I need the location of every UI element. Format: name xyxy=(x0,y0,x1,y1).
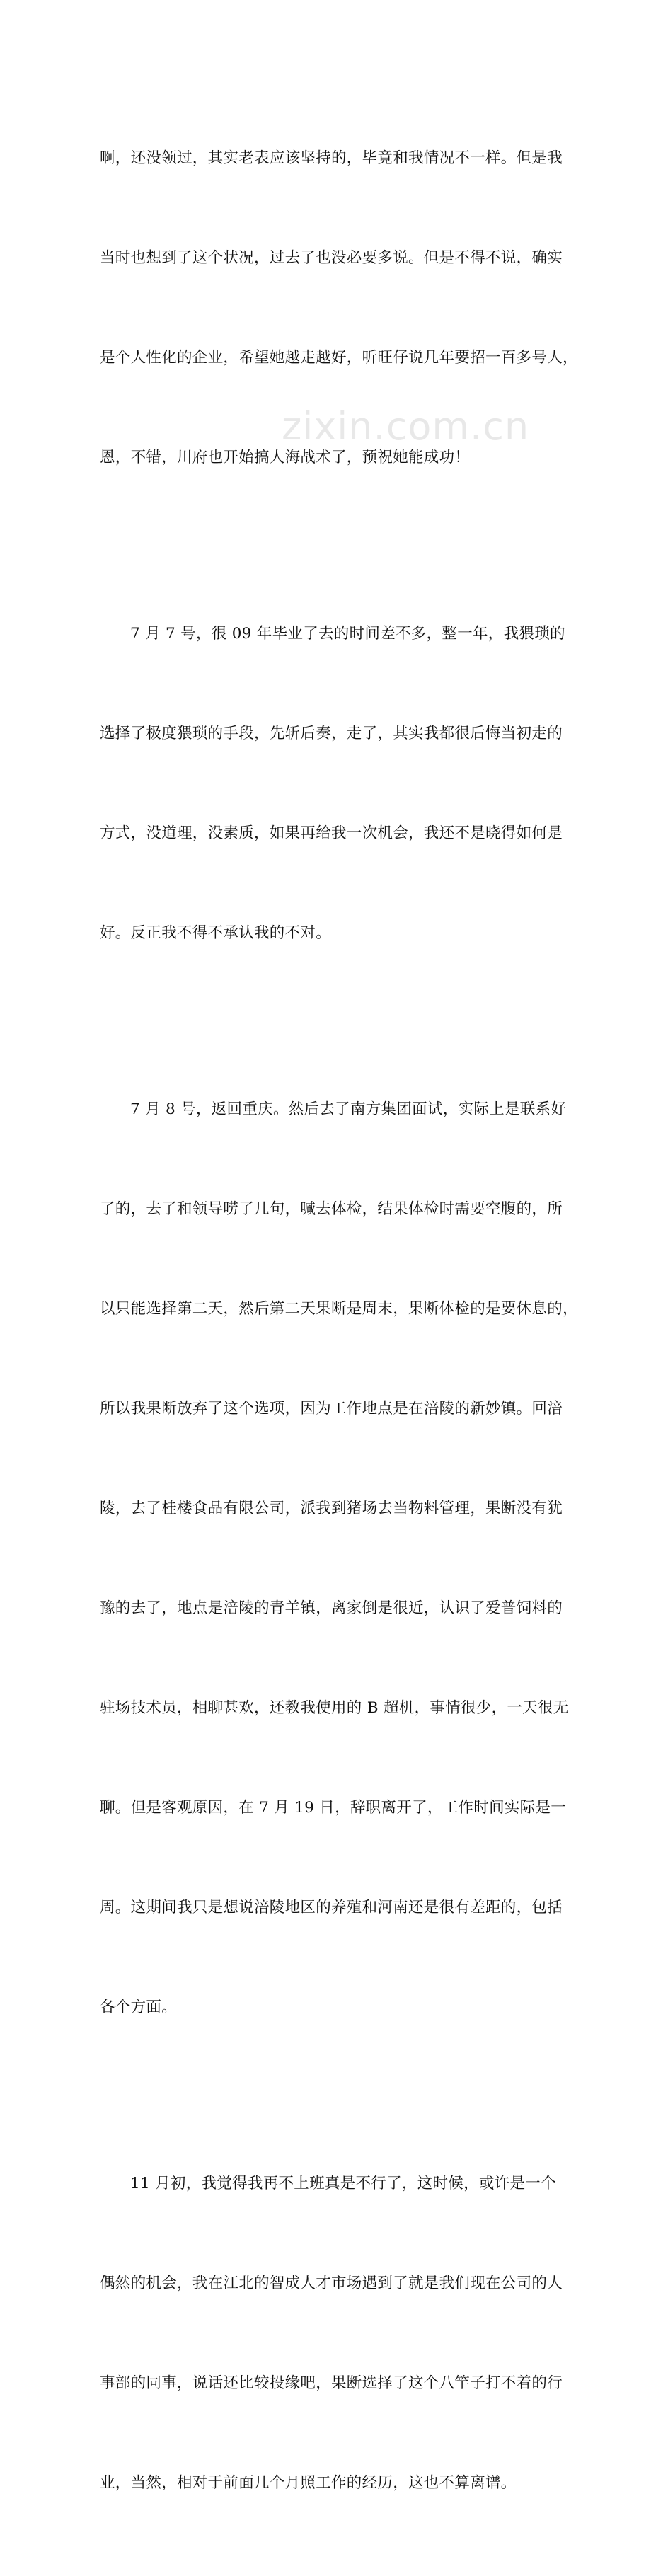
paragraph xyxy=(100,1026,578,2091)
text-line: 恩，不错，川府也开始搞人海战术了，预祝她能成功！ xyxy=(100,449,471,466)
paragraph xyxy=(100,75,578,541)
text-line: 当时也想到了这个状况，过去了也没必要多说。但是不得不说，确实 xyxy=(100,249,563,267)
watermark: zixin.com.cn xyxy=(282,404,530,449)
text-line: 周。这期间我只是想说涪陵地区的养殖和河南还是很有差距的，包括 xyxy=(100,1899,563,1916)
text-line: 了的，去了和领导唠了几句，喊去体检，结果体检时需要空腹的，所 xyxy=(100,1200,563,1218)
text-line: 偶然的机会，我在江北的智成人才市场遇到了就是我们现在公司的人 xyxy=(100,2275,563,2292)
text-line: 事部的同事，说话还比较投缘吧，果断选择了这个八竿子打不着的行 xyxy=(100,2374,563,2392)
text-line: 以只能选择第二天，然后第二天果断是周末，果断体检的是要休息的， xyxy=(100,1300,578,1318)
text-line: 驻场技术员，相聊甚欢，还教我使用的 B 超机，事情很少，一天很无 xyxy=(100,1699,569,1717)
text-line: 聊。但是客观原因，在 7 月 19 日，辞职离开了，工作时间实际是一 xyxy=(100,1799,567,1817)
text-line: 7 月 7 号，很 09 年毕业了去的时间差不多，整一年，我猥琐的 xyxy=(130,625,565,643)
text-line: 11 月初，我觉得我再不上班真是不行了，这时候，或许是一个 xyxy=(130,2175,556,2192)
text-line: 是个人性化的企业，希望她越走越好，听旺仔说几年要招一百多号人， xyxy=(100,349,578,367)
text-line: 方式，没道理，没素质，如果再给我一次机会，我还不是晓得如何是 xyxy=(100,824,563,842)
paragraph xyxy=(100,551,565,1016)
paragraph xyxy=(100,2100,563,2566)
text-line: 选择了极度猥琐的手段，先斩后奏，走了，其实我都很后悔当初走的 xyxy=(100,725,563,742)
text-line: 各个方面。 xyxy=(100,1999,178,2016)
text-line: 7 月 8 号，返回重庆。然后去了南方集团面试，实际上是联系好 xyxy=(130,1100,567,1118)
text-line: 好。反正我不得不承认我的不对。 xyxy=(100,924,332,942)
text-line: 豫的去了，地点是涪陵的青羊镇，离家倒是很近，认识了爱普饲料的 xyxy=(100,1599,563,1617)
text-line: 啊，还没领过，其实老表应该坚持的，毕竟和我情况不一样。但是我 xyxy=(100,149,563,167)
text-line: 所以我果断放弃了这个选项，因为工作地点是在涪陵的新妙镇。回涪 xyxy=(100,1400,563,1418)
text-line: 业，当然，相对于前面几个月照工作的经历，这也不算离谱。 xyxy=(100,2474,517,2492)
text-line: 陵，去了桂楼食品有限公司，派我到猪场去当物料管理，果断没有犹 xyxy=(100,1500,563,1517)
document-body xyxy=(100,75,578,2576)
